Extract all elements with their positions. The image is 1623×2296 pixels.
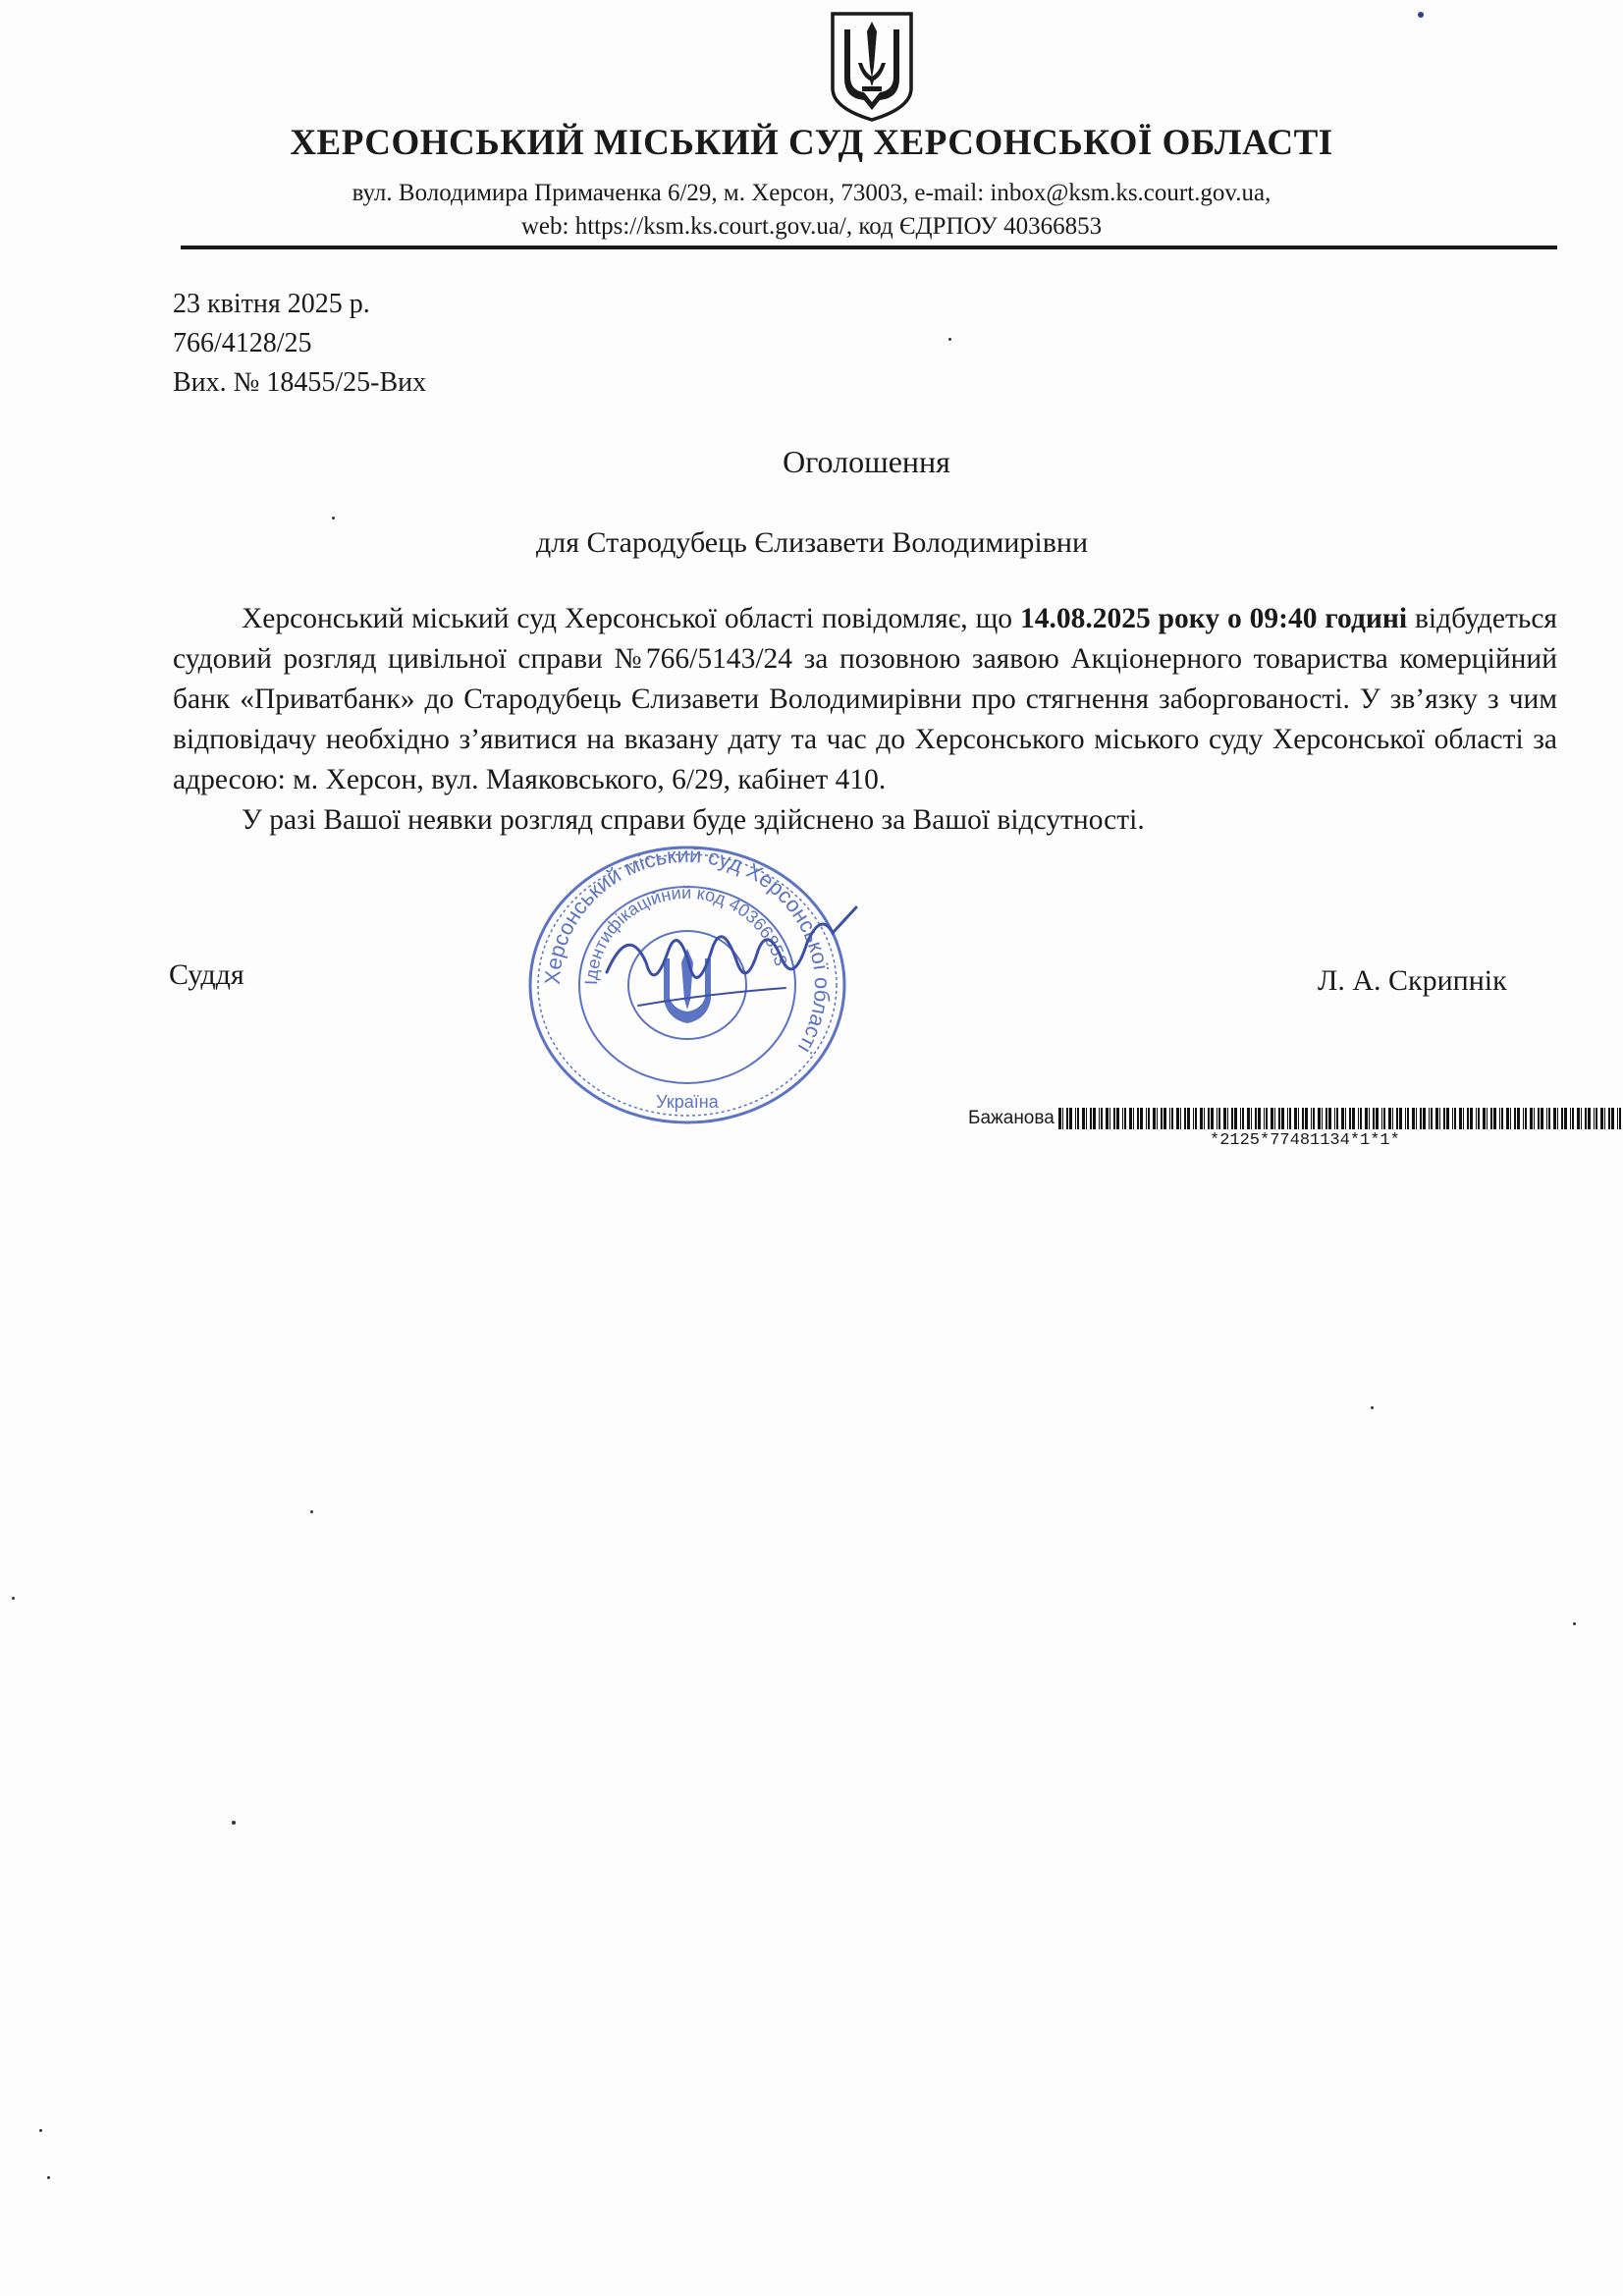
court-address — [177, 177, 1446, 244]
court-name: ХЕРСОНСЬКИЙ МІСЬКИЙ СУД ХЕРСОНСЬКОЇ ОБЛАСТІ — [290, 123, 1333, 163]
judge-signature — [599, 903, 864, 1021]
hearing-datetime: 14.08.2025 року о 09:40 годині — [1019, 603, 1408, 634]
scan-speck — [39, 2129, 42, 2132]
notice-heading: Оголошення — [783, 444, 950, 479]
signer-role: Суддя — [169, 958, 244, 991]
paragraph-text: Херсонський міський суд Херсонської області повідомляє, що — [242, 603, 1020, 634]
outgoing-number: Вих. № 18455/25-Вих — [173, 367, 427, 398]
notice-paragraph: У разі Вашої неявки розгляд справи буде здійснено за Вашої відсутності. — [242, 804, 1145, 836]
barcode-code: *2125*77481134*1*1* — [1210, 1131, 1400, 1150]
scan-speck — [310, 1510, 313, 1513]
header-divider — [181, 246, 1557, 249]
document-barcode — [968, 1108, 1623, 1129]
scan-speck — [1573, 1622, 1576, 1625]
signer-name: Л. А. Скрипнік — [1318, 964, 1507, 997]
seal-outer-text: Херсонський міський суд Херсонської області — [539, 843, 836, 1058]
seal-country-text: Україна — [656, 1092, 719, 1112]
notice-recipient: для Стародубець Єлизавети Володимирівни — [536, 526, 1089, 559]
seal-inner-text: Ідентифікаційний код 40366853 — [580, 882, 791, 986]
trident-icon — [823, 8, 921, 124]
document-date: 23 квітня 2025 р. — [173, 289, 370, 319]
executor-name: Бажанова — [968, 1108, 1055, 1128]
scan-speck — [232, 1821, 236, 1825]
paragraph-text: відбудеться судовий розгляд цивільної справи №766/5143/24 за позовною заявою Акціонерного товариства комерційний банк «Приватбанк» до Стародубець Єлизавети Володимирівни про стягнення заборгованості. У зв’язку з чим відповідачу необхідно з’явитися на вказану дату та час до Херсонського міського суду Херсонської області за адресою: м. Херсон, вул. Маяковського, 6/29, кабінет 410. — [173, 603, 1557, 795]
address-line: web: https://ksm.ks.court.gov.ua/, код ЄДРПОУ 40366853 — [520, 213, 1103, 240]
scan-speck — [332, 517, 335, 519]
barcode-icon — [1058, 1108, 1623, 1129]
scan-speck — [47, 2176, 50, 2179]
scan-speck — [1418, 12, 1424, 18]
scan-speck — [12, 1597, 15, 1600]
address-line: вул. Володимира Примаченка 6/29, м. Херсон, 73003, e-mail: inbox@ksm.ks.court.gov.ua, — [352, 180, 1271, 206]
scan-speck — [948, 338, 951, 341]
scan-speck — [1371, 1406, 1374, 1409]
notice-body — [173, 599, 1557, 841]
document-meta — [173, 285, 426, 403]
notice-paragraph — [173, 599, 1557, 800]
case-number: 766/4128/25 — [173, 328, 312, 358]
